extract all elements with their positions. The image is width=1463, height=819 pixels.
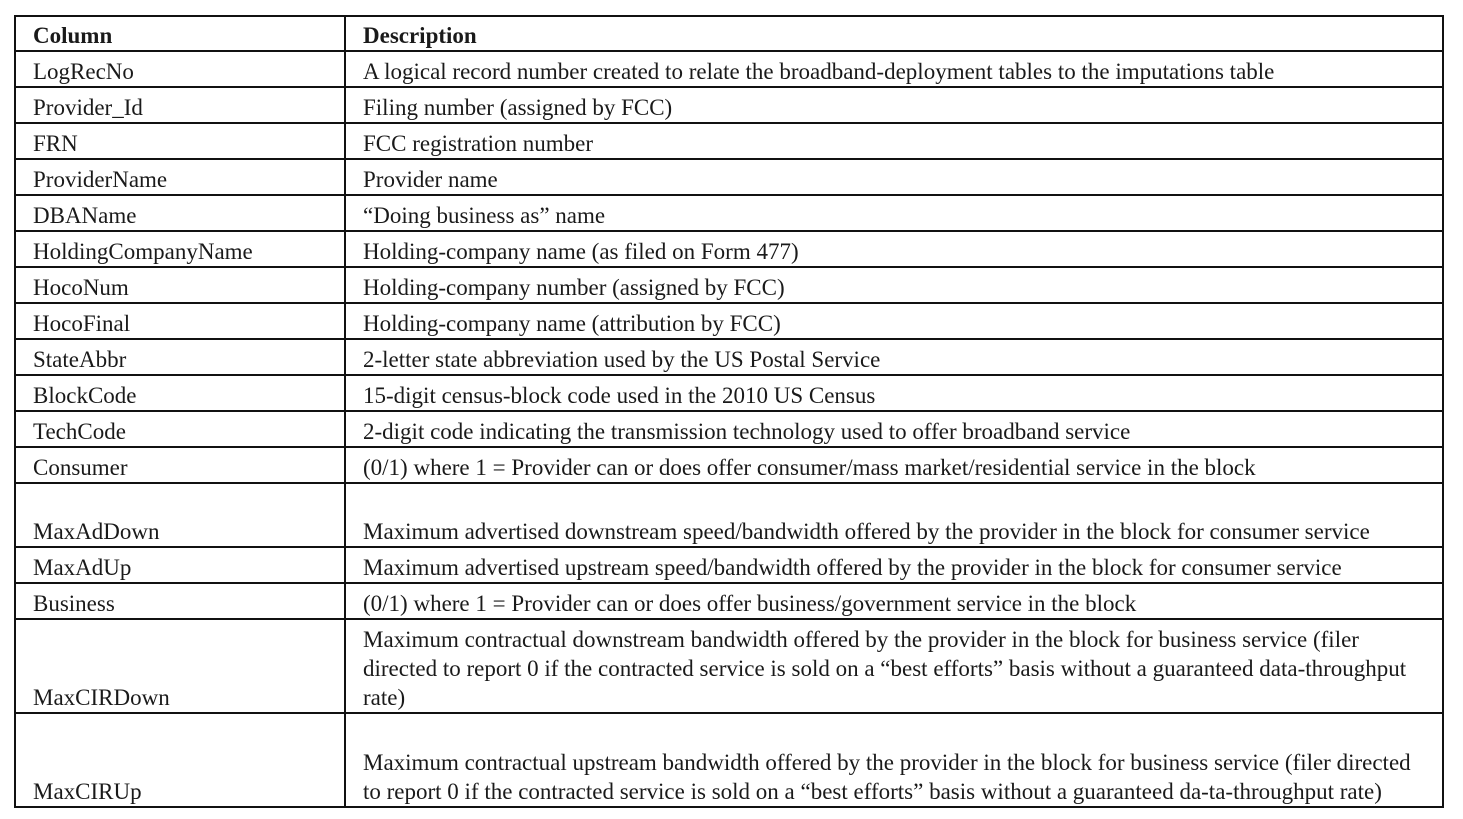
column-name-cell: MaxAdUp [15,547,345,583]
column-name-cell: HocoFinal [15,303,345,339]
table-row [15,547,1443,583]
table-row [15,195,1443,231]
table-header-row [15,16,1443,51]
description-cell: 2-letter state abbreviation used by the US Postal Service [345,339,1443,375]
column-name-cell: HoldingCompanyName [15,231,345,267]
column-description-table [14,15,1444,808]
column-name-cell: Business [15,583,345,619]
column-name-cell: MaxCIRDown [15,619,345,713]
table-row [15,447,1443,483]
table-row [15,123,1443,159]
table-row [15,713,1443,807]
column-name-cell: Consumer [15,447,345,483]
description-cell: (0/1) where 1 = Provider can or does offer business/government service in the block [345,583,1443,619]
column-name-cell: TechCode [15,411,345,447]
column-name-cell: Provider_Id [15,87,345,123]
column-name-cell: MaxCIRUp [15,713,345,807]
column-name-cell: BlockCode [15,375,345,411]
table-row [15,267,1443,303]
column-name-cell: StateAbbr [15,339,345,375]
table-row [15,339,1443,375]
description-cell: Maximum advertised upstream speed/bandwidth offered by the provider in the block for consumer service [345,547,1443,583]
description-cell: A logical record number created to relate the broadband-deployment tables to the imputations table [345,51,1443,87]
table-row [15,411,1443,447]
column-name-cell: LogRecNo [15,51,345,87]
table-row [15,231,1443,267]
column-name-cell: ProviderName [15,159,345,195]
table-row [15,375,1443,411]
table-row [15,87,1443,123]
description-cell: 2-digit code indicating the transmission technology used to offer broadband service [345,411,1443,447]
table-row [15,159,1443,195]
description-cell: Holding-company name (attribution by FCC) [345,303,1443,339]
column-name-cell: DBAName [15,195,345,231]
description-cell: Provider name [345,159,1443,195]
description-cell: Filing number (assigned by FCC) [345,87,1443,123]
column-name-cell: MaxAdDown [15,483,345,547]
description-header: Description [345,16,1443,51]
description-cell: Holding-company name (as filed on Form 477) [345,231,1443,267]
table-row [15,51,1443,87]
description-cell: Holding-company number (assigned by FCC) [345,267,1443,303]
description-cell: Maximum contractual downstream bandwidth offered by the provider in the block for business service (filer directed to report 0 if the contracted service is sold on a “best efforts” basis without a guaranteed data-throughput rate) [345,619,1443,713]
description-cell: 15-digit census-block code used in the 2010 US Census [345,375,1443,411]
description-cell: Maximum contractual upstream bandwidth offered by the provider in the block for business service (filer directed to report 0 if the contracted service is sold on a “best efforts” basis without a guaranteed da-ta-throughput rate) [345,713,1443,807]
table-row [15,483,1443,547]
column-name-cell: HocoNum [15,267,345,303]
description-cell: FCC registration number [345,123,1443,159]
table-row [15,619,1443,713]
description-cell: (0/1) where 1 = Provider can or does offer consumer/mass market/residential service in the block [345,447,1443,483]
description-cell: Maximum advertised downstream speed/bandwidth offered by the provider in the block for consumer service [345,483,1443,547]
column-header: Column [15,16,345,51]
table-row [15,583,1443,619]
column-name-cell: FRN [15,123,345,159]
description-cell: “Doing business as” name [345,195,1443,231]
table-row [15,303,1443,339]
